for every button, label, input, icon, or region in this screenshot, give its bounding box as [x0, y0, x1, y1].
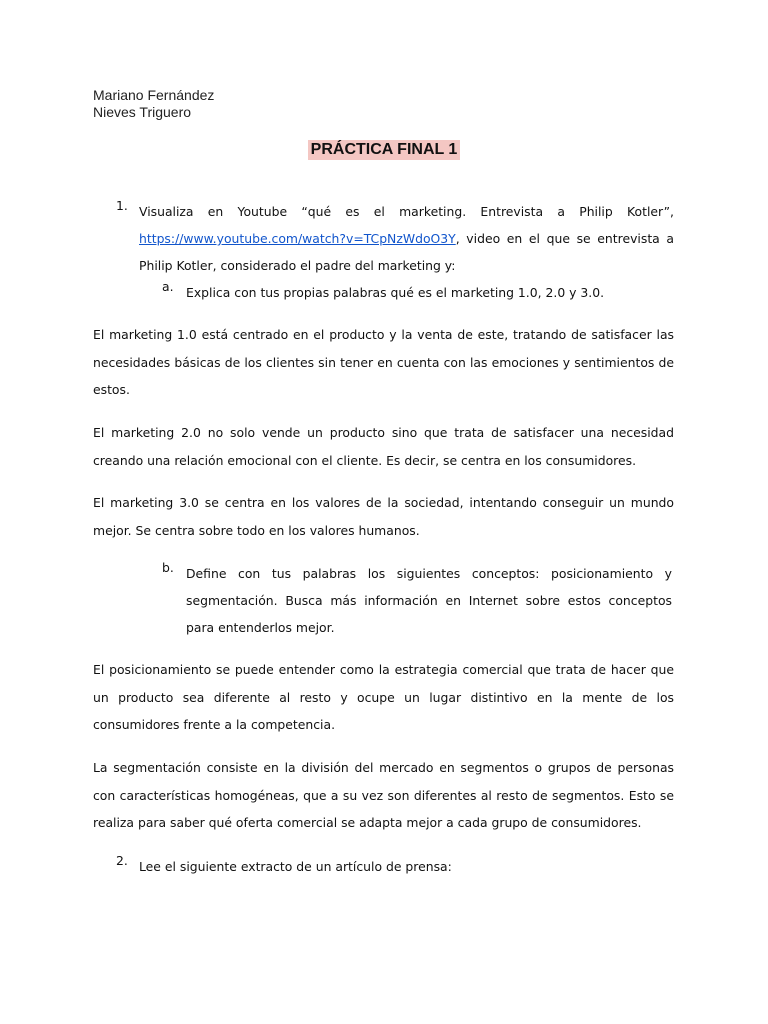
question-2 [116, 853, 674, 880]
youtube-link[interactable]: https://www.youtube.com/watch?v=TCpNzWdoO3Y [139, 231, 456, 246]
answer-paragraph: El posicionamiento se puede entender como la estrategia comercial que trata de hacer que un producto sea diferente al resto y ocupe un lugar distintivo en la mente de los consumidores frente a la competencia. [93, 662, 674, 732]
subquestion-letter: a. [162, 279, 174, 294]
author-name: Nieves Triguero [93, 104, 192, 120]
answer-paragraph: El marketing 3.0 se centra en los valores de la sociedad, intentando conseguir un mundo mejor. Se centra sobre todo en los valores humanos. [93, 495, 674, 538]
question-number: 1. [116, 198, 128, 213]
question-text-start: Visualiza en Youtube “qué es el marketing. Entrevista a Philip Kotler”, [139, 204, 674, 219]
subquestion-text: Explica con tus propias palabras qué es el marketing 1.0, 2.0 y 3.0. [186, 285, 605, 300]
subquestion-text: Define con tus palabras los siguientes conceptos: posicionamiento y segmentación. Busca más información en Internet sobre estos conceptos para entenderlos mejor. [186, 566, 672, 635]
question-1 [116, 198, 674, 279]
question-text-end: , video en el que se entrevista a Philip Kotler, considerado el padre del marketing y: [139, 231, 674, 273]
subquestion-b [162, 560, 672, 641]
answer-paragraph: El marketing 1.0 está centrado en el producto y la venta de este, tratando de satisfacer las necesidades básicas de los clientes sin tener en cuenta con las emociones y sentimientos de estos. [93, 327, 674, 397]
answer-paragraph: El marketing 2.0 no solo vende un producto sino que trata de satisfacer una necesidad creando una relación emocional con el cliente. Es decir, se centra en los consumidores. [93, 425, 674, 468]
subquestion-a [162, 279, 672, 306]
document-title: PRÁCTICA FINAL 1 [308, 140, 461, 160]
question-text: Lee el siguiente extracto de un artículo de prensa: [139, 859, 452, 874]
question-number: 2. [116, 853, 128, 868]
title-container [0, 140, 768, 160]
answer-paragraph: La segmentación consiste en la división del mercado en segmentos o grupos de personas con características homogéneas, que a su vez son diferentes al resto de segmentos. Esto se realiza para saber qué oferta comercial se adapta mejor a cada grupo de consumidores. [93, 760, 674, 830]
question-text [139, 198, 674, 279]
author-name: Mariano Fernández [93, 87, 215, 103]
author-list [93, 87, 214, 121]
subquestion-letter: b. [162, 560, 174, 575]
